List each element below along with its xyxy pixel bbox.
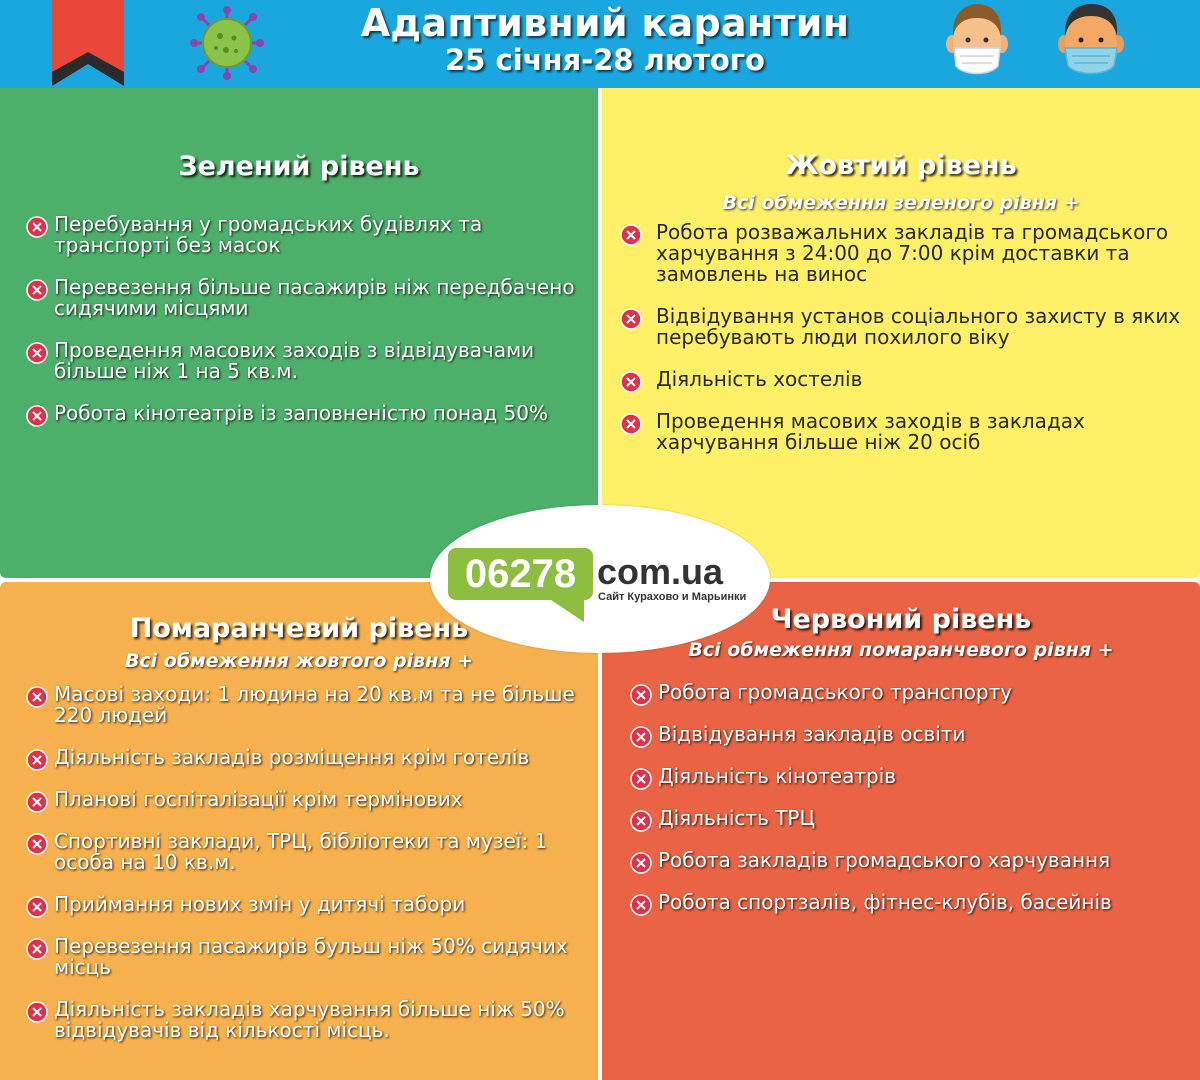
list-item: Перебування у громадських будівлях та транспорті без масок (24, 214, 594, 277)
red-level-panel (602, 582, 1200, 1080)
orange-level-subtitle: Всі обмеження жовтого рівня + (124, 650, 474, 672)
bookmark-ribbon-icon (52, 0, 124, 86)
virus-icon (190, 6, 264, 80)
list-item: Планові госпіталізації крім термінових (24, 789, 584, 831)
site-logo-number: 06278 (464, 552, 577, 596)
close-circle-icon (630, 894, 652, 916)
list-item: Приймання нових змін у дитячі табори (24, 894, 584, 936)
yellow-level-subtitle: Всі обмеження зеленого рівня + (722, 192, 1080, 214)
close-circle-icon (26, 1001, 48, 1023)
list-item: Відвідування установ соціального захисту в яких перебувають люди похилого віку (618, 306, 1192, 369)
page-subtitle: 25 січня-28 лютого (445, 43, 765, 77)
yellow-level-list (618, 222, 1192, 453)
man-with-mask-icon (946, 2, 1008, 82)
list-item: Перевезення більше пасажирів ніж передбачено сидячими місцями (24, 277, 594, 340)
green-level-title: Зелений рівень (178, 151, 420, 182)
close-circle-icon (26, 686, 48, 708)
list-item: Діяльність кінотеатрів (628, 766, 1188, 808)
yellow-level-title: Жовтий рівень (785, 150, 1017, 181)
close-circle-icon (26, 938, 48, 960)
list-item: Діяльність закладів розміщення крім готелів (24, 747, 584, 789)
close-circle-icon (630, 684, 652, 706)
site-logo-domain: com.ua (597, 551, 724, 592)
close-circle-icon (26, 216, 48, 238)
yellow-level-panel (602, 88, 1200, 578)
red-level-subtitle: Всі обмеження помаранчевого рівня + (688, 639, 1114, 661)
red-level-list (628, 682, 1188, 934)
header-titles (300, 2, 910, 76)
header-bar (0, 0, 1200, 88)
close-circle-icon (26, 791, 48, 813)
site-logo-tagline: Сайт Курахово и Марьинки (598, 591, 747, 603)
orange-level-list (24, 684, 584, 1045)
speech-bubble-tail-icon (548, 598, 584, 622)
list-item: Проведення масових заходів з відвідувачами більше ніж 1 на 5 кв.м. (24, 340, 594, 403)
list-item: Діяльність закладів харчування більше ніж 50% відвідувачів від кількості місць. (24, 999, 584, 1045)
close-circle-icon (26, 833, 48, 855)
list-item: Діяльність хостелів (618, 369, 1192, 411)
list-item: Робота громадського транспорту (628, 682, 1188, 724)
list-item: Робота закладів громадського харчування (628, 850, 1188, 892)
orange-level-panel (0, 582, 598, 1080)
close-circle-icon (620, 371, 642, 393)
close-circle-icon (620, 308, 642, 330)
close-circle-icon (630, 852, 652, 874)
close-circle-icon (26, 405, 48, 427)
close-circle-icon (630, 768, 652, 790)
list-item: Проведення масових заходів в закладах харчування більше ніж 20 осіб (618, 411, 1192, 453)
list-item: Діяльність ТРЦ (628, 808, 1188, 850)
list-item: Робота кінотеатрів із заповненістю понад 50% (24, 403, 594, 445)
close-circle-icon (26, 896, 48, 918)
list-item: Відвідування закладів освіти (628, 724, 1188, 766)
list-item: Перевезення пасажирів бульш ніж 50% сидячих місць (24, 936, 584, 999)
close-circle-icon (630, 810, 652, 832)
close-circle-icon (26, 342, 48, 364)
close-circle-icon (620, 224, 642, 246)
page-title: Адаптивний карантин (360, 1, 850, 45)
orange-level-title: Помаранчевий рівень (129, 613, 469, 644)
green-level-panel (0, 88, 598, 578)
list-item: Робота спортзалів, фітнес-клубів, басейнів (628, 892, 1188, 934)
red-level-title: Червоний рівень (770, 604, 1032, 635)
close-circle-icon (26, 279, 48, 301)
list-item: Масові заходи: 1 людина на 20 кв.м та не більше 220 людей (24, 684, 584, 747)
list-item: Робота розважальних закладів та громадського харчування з 24:00 до 7:00 крім доставки та замовлень на винос (618, 222, 1192, 306)
close-circle-icon (630, 726, 652, 748)
close-circle-icon (26, 749, 48, 771)
green-level-list (24, 214, 594, 445)
man-with-mask-icon (1058, 2, 1124, 82)
list-item: Спортивні заклади, ТРЦ, бібліотеки та музеї: 1 особа на 10 кв.м. (24, 831, 584, 894)
close-circle-icon (620, 413, 642, 435)
